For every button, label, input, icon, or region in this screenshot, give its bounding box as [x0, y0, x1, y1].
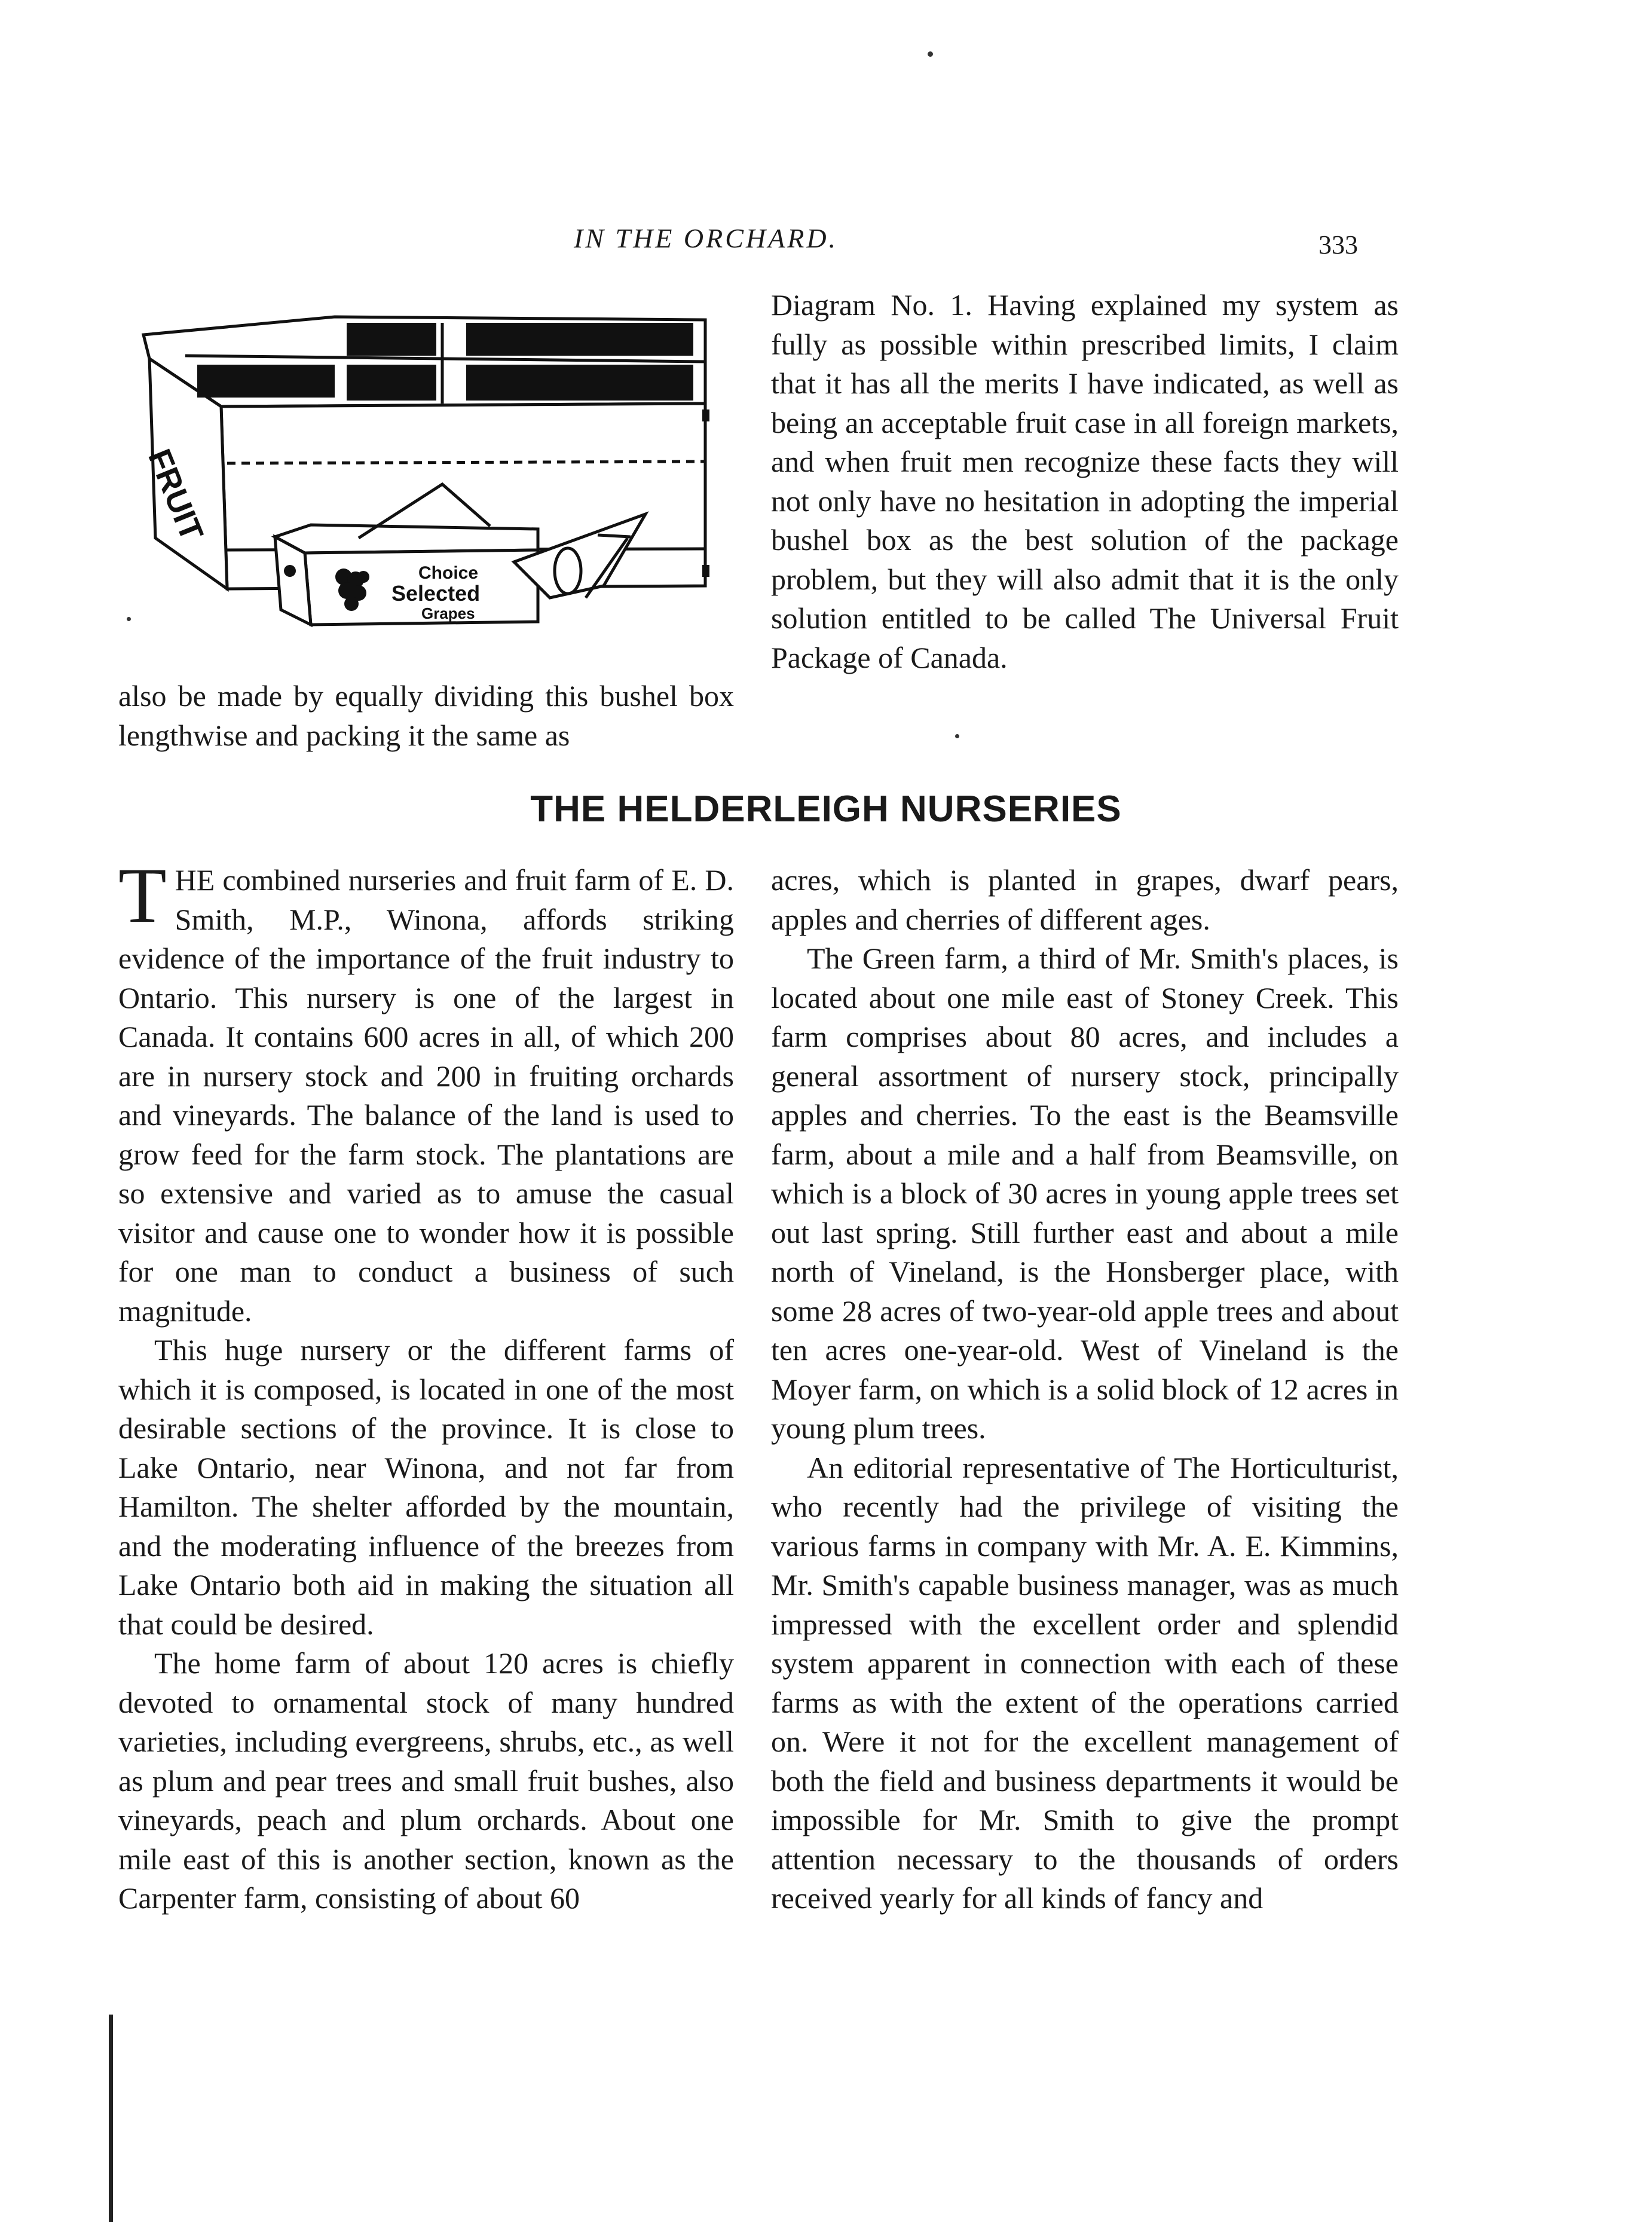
scan-margin-rule: [109, 2015, 113, 2222]
article-paragraph: This huge nursery or the different farms of which it is composed, is located in one of the most desirable sections of the province. It is close to Lake Ontario, near Winona, and not far from Hamilton. The shelter afforded by the mountain, and the moderating influence of the breezes from Lake Ontario both aid in making the situation all that could be desired.: [118, 1333, 734, 1641]
fruit-compartment: [197, 365, 335, 398]
drop-cap: T: [118, 851, 167, 939]
scan-speck: [955, 734, 959, 738]
fruit-crate-illustration: [108, 299, 735, 658]
fruit-compartment: [347, 365, 436, 401]
article-paragraph: [118, 851, 734, 1331]
article-paragraph: acres, which is planted in grapes, dwarf pears, apples and cherries of different ages.: [771, 863, 1399, 936]
article-column-left: [118, 851, 734, 1918]
fruit-compartment: [466, 365, 693, 401]
continued-text-right: [771, 286, 1399, 677]
scan-speck: [127, 617, 131, 621]
scan-speck: [928, 51, 933, 57]
box-label-line-2: Selected: [391, 581, 481, 606]
running-title: IN THE ORCHARD.: [574, 223, 839, 253]
continued-paragraph-right: Diagram No. 1. Having explained my system as fully as possible within prescribed limits, I claim that it has all the merits I have indicated, as well as being an acceptable fruit case in all foreign markets, and when fruit men recognize these facts they will not only have no hesitation in adopting the imperial bushel box as the best solution of the package problem, but they will also admit that it is the only solution entitled to be called The Universal Fruit Package of Canada.: [771, 288, 1399, 674]
page-number: 333: [1318, 230, 1358, 259]
article-paragraph: The Green farm, a third of Mr. Smith's places, is located about one mile east of Stoney Creek. This farm comprises about 80 acres, and includes a general assortment of nursery stock, principally apples and cherries. To the east is the Beamsville farm, about a mile and a half from Beamsville, on which is a block of 30 acres in young apple trees set out last spring. Still further east and about a mile north of Vineland, is the Honsberger place, with some 28 acres of two-year-old apple trees and about ten acres one-year-old. West of Vineland is the Moyer farm, on which is a solid block of 12 acres in young plum trees.: [771, 942, 1399, 1445]
grape-box-top: [275, 525, 538, 553]
article-title: THE HELDERLEIGH NURSERIES: [530, 788, 1122, 830]
box-label-line-1: Choice: [418, 563, 479, 583]
article-paragraph: The home farm of about 120 acres is chiefly devoted to ornamental stock of many hundred varieties, including evergreens, shrubs, etc., as well as plum and pear trees and small fruit bushes, also vineyards, peach and plum orchards. About one mile east of this is another section, known as the Carpenter farm, consisting of about 60: [118, 1646, 734, 1915]
continued-text-left: [118, 677, 734, 755]
article-paragraph: An editorial representative of The Horticulturist, who recently had the privilege of visiting the various farms in company with Mr. A. E. Kimmins, Mr. Smith's capable business manager, was as much impressed with the excellent order and splendid system apparent in connection with each of these farms as with the extent of the operations carried on. Were it not for the excellent management of both the field and business departments it would be impossible for Mr. Smith to give the prompt attention necessary to the thousands of orders received yearly for all kinds of fancy and: [771, 1450, 1399, 1915]
fruit-compartment: [466, 323, 693, 356]
box-label-line-3: Grapes: [421, 604, 475, 622]
crate-side-text: FRUIT: [141, 444, 210, 546]
continued-paragraph-left: also be made by equally dividing this bushel box lengthwise and packing it the same as: [118, 679, 734, 752]
fruit-compartment: [347, 323, 436, 356]
article-column-right: [771, 861, 1399, 1918]
article-paragraph-text: HE combined nurseries and fruit farm of E. D. Smith, M.P., Winona, affords striking evidence of the importance of the fruit industry to Ontario. This nursery is one of the largest in Canada. It contains 600 acres in all, of which 200 are in nursery stock and 200 in fruiting orchards and vineyards. The balance of the land is used to grow feed for the farm stock. The plantations are so extensive and varied as to amuse the casual visitor and cause one to wonder how it is possible for one man to conduct a business of such magnitude.: [118, 863, 734, 1328]
